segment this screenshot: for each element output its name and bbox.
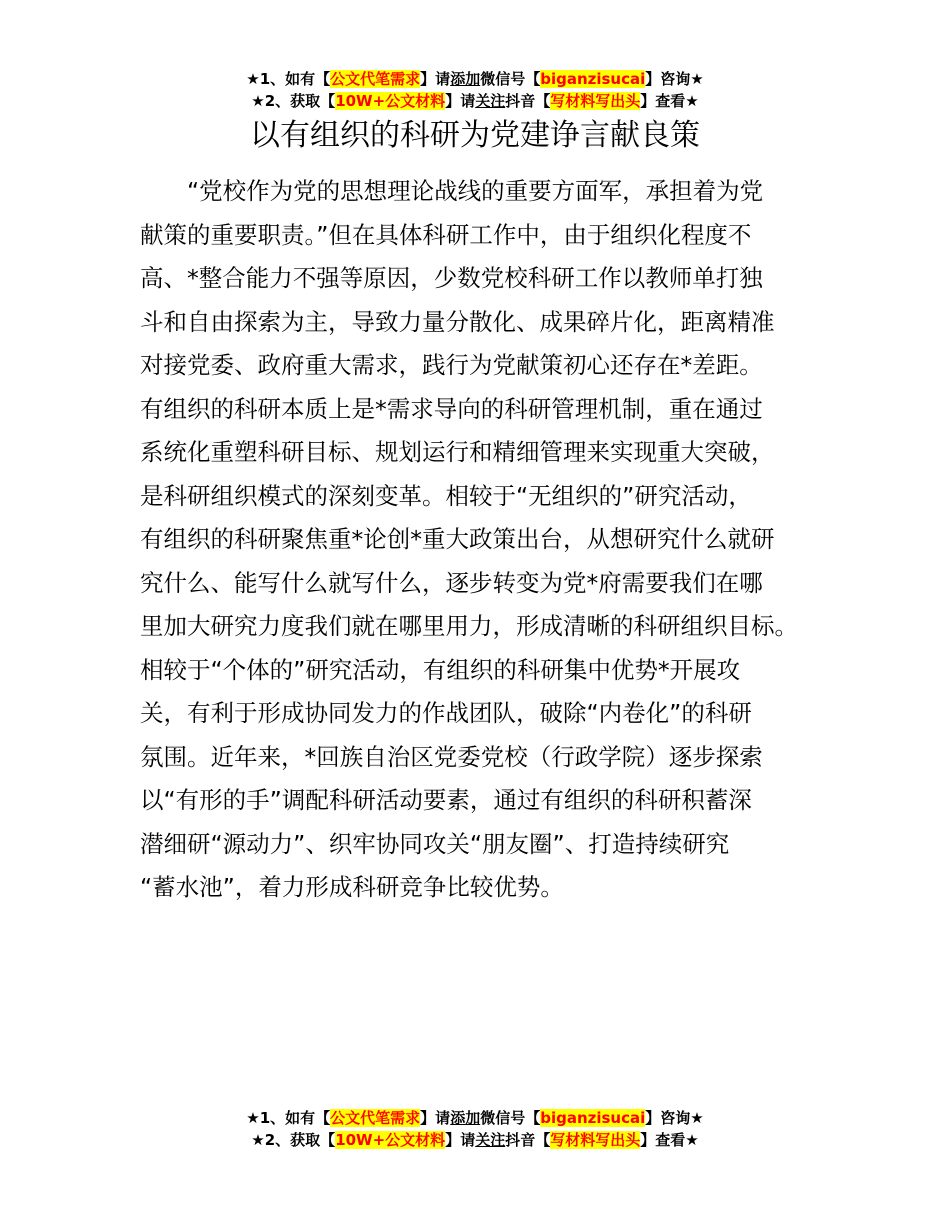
body-line: 有组织的科研本质上是*需求导向的科研管理机制，重在通过: [140, 394, 763, 423]
footer-line2-underlined: 关注: [475, 1131, 506, 1149]
footer-line1-highlight-wechat: biganzisucai: [540, 1109, 646, 1127]
body-line: 里加大研究力度我们就在哪里用力，形成清晰的科研组织目标。: [140, 612, 798, 640]
header-line2-highlight-douyin: 写材料写出头: [550, 92, 641, 110]
body-line: 潜细研“源动力”、织牢协同攻关“朋友圈”、打造持续研究: [140, 829, 730, 858]
header-line1-prefix: ★1、如有【: [246, 70, 331, 88]
body-line: 献策的重要职责。”但在具体科研工作中，由于组织化程度不: [140, 220, 752, 249]
header-line2-mid1: 】请: [445, 92, 476, 110]
footer-notice-line-1: [0, 1107, 950, 1129]
footer-line1-prefix: ★1、如有【: [246, 1109, 331, 1127]
body-line: “党校作为党的思想理论战线的重要方面军，承担着为党: [140, 177, 764, 205]
footer-line2-highlight-materials: 10W+公文材料: [335, 1131, 446, 1149]
footer-line2-suffix: 】查看★: [640, 1131, 699, 1149]
footer-line2-mid1: 】请: [445, 1131, 476, 1149]
header-line1-mid1: 】请: [420, 70, 451, 88]
header-line2-suffix: 】查看★: [640, 92, 699, 110]
document-title: 以有组织的科研为党建诤言献良策: [250, 118, 700, 153]
body-line: 有组织的科研聚焦重*论创*重大政策出台，从想研究什么就研: [140, 525, 775, 553]
body-line: 系统化重塑科研目标、规划运行和精细管理来实现重大突破，: [140, 438, 775, 466]
body-line: 斗和自由探索为主，导致力量分散化、成果碎片化，距离精准: [140, 307, 775, 336]
header-notice-line-2: [0, 90, 950, 112]
body-line: 是科研组织模式的深刻变革。相较于“无组织的”研究活动，: [140, 481, 752, 510]
header-line2-prefix: ★2、获取【: [251, 92, 336, 110]
footer-notice: [0, 1107, 950, 1151]
footer-line2-prefix: ★2、获取【: [251, 1131, 336, 1149]
footer-line2-mid2: 抖音【: [505, 1131, 551, 1149]
header-notice: [0, 68, 950, 112]
header-line1-highlight-service: 公文代笔需求: [330, 70, 421, 88]
footer-line1-underlined: 添加: [450, 1109, 481, 1127]
body-line: 高、*整合能力不强等原因，少数党校科研工作以教师单打独: [140, 264, 763, 292]
header-line2-underlined: 关注: [475, 92, 506, 110]
header-line1-mid2: 微信号【: [480, 70, 541, 88]
header-line2-highlight-materials: 10W+公文材料: [335, 92, 446, 110]
header-line1-underlined: 添加: [450, 70, 481, 88]
body-line: 究什么、能写什么就写什么，逐步转变为党*府需要我们在哪: [140, 568, 763, 597]
body-line: 对接党委、政府重大需求，践行为党献策初心还存在*差距。: [140, 351, 763, 379]
body-line: 以“有形的手”调配科研活动要素，通过有组织的科研积蓄深: [140, 786, 752, 814]
header-line2-mid2: 抖音【: [505, 92, 551, 110]
footer-line1-mid2: 微信号【: [480, 1109, 541, 1127]
header-notice-line-1: [0, 68, 950, 90]
body-line: 氛围。近年来，*回族自治区党委党校（行政学院）逐步探索: [140, 742, 763, 771]
body-line: 关，有利于形成协同发力的作战团队，破除“内卷化”的科研: [140, 699, 752, 727]
header-line1-suffix: 】咨询★: [645, 70, 704, 88]
footer-line2-highlight-douyin: 写材料写出头: [550, 1131, 641, 1149]
body-line: “蓄水池”，着力形成科研竞争比较优势。: [140, 873, 564, 901]
footer-line1-mid1: 】请: [420, 1109, 451, 1127]
footer-line1-highlight-service: 公文代笔需求: [330, 1109, 421, 1127]
body-line: 相较于“个体的”研究活动，有组织的科研集中优势*开展攻: [140, 655, 741, 684]
footer-notice-line-2: [0, 1129, 950, 1151]
footer-line1-suffix: 】咨询★: [645, 1109, 704, 1127]
document-body: [140, 170, 830, 910]
header-line1-highlight-wechat: biganzisucai: [540, 70, 646, 88]
